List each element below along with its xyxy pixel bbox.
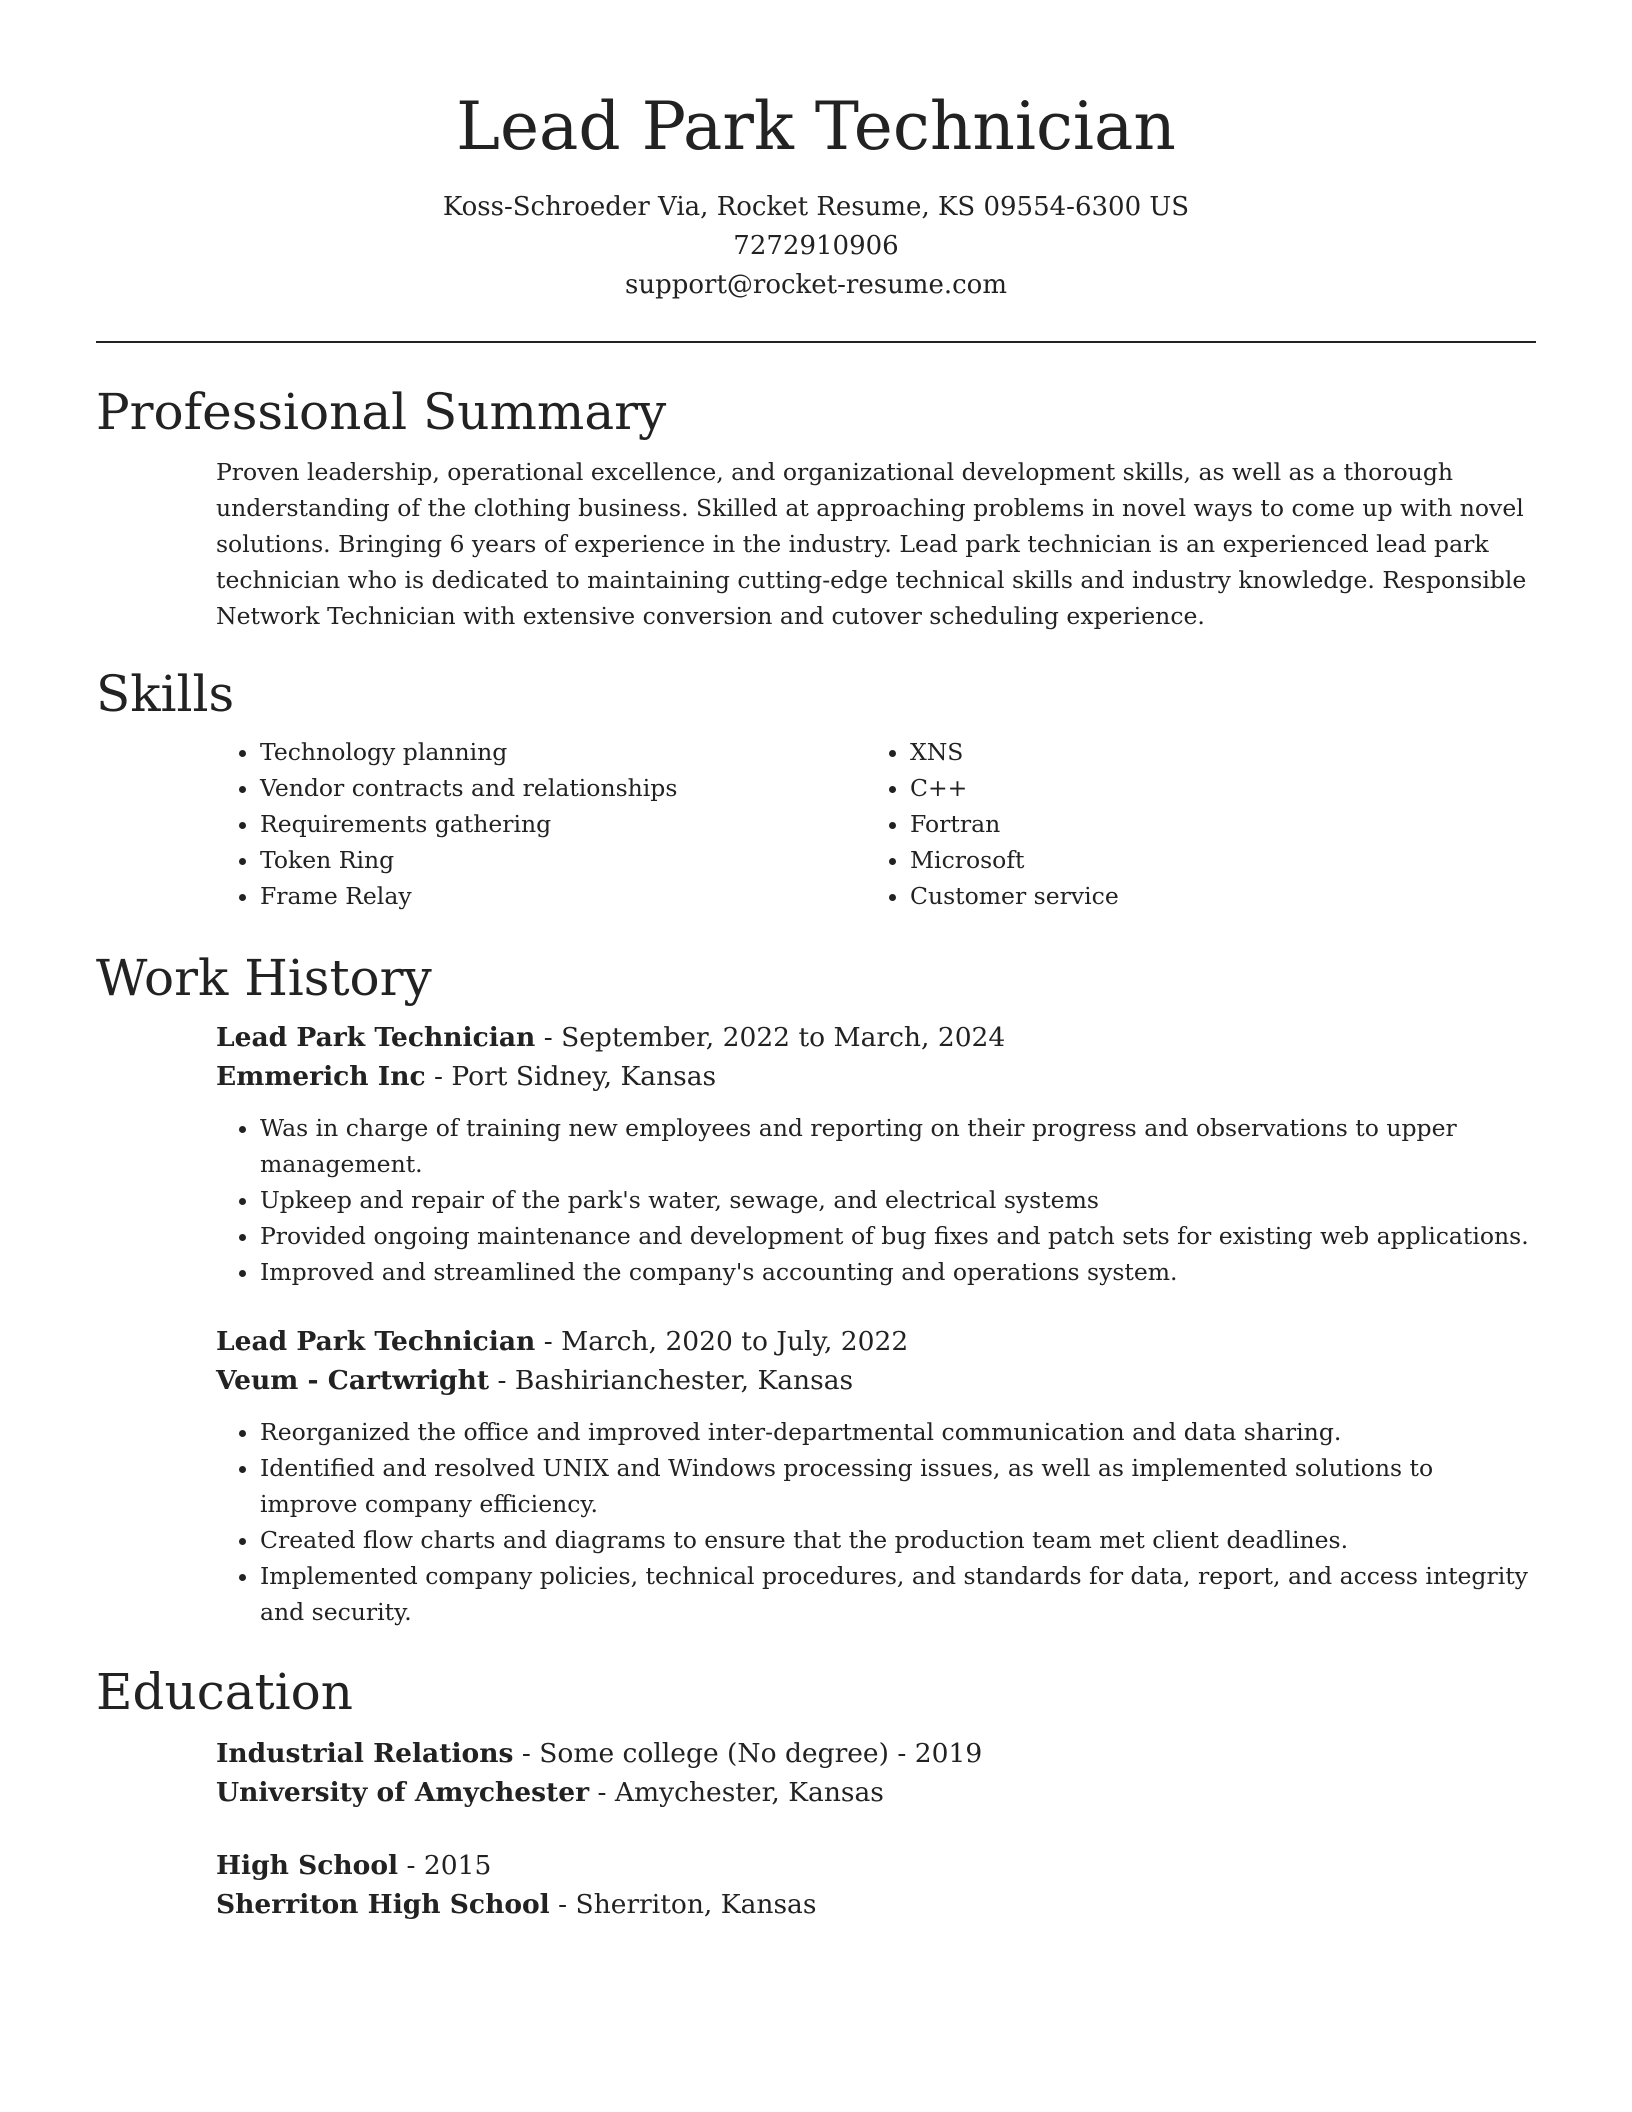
skill-item: • Frame Relay xyxy=(260,878,866,914)
job-bullet: • Identified and resolved UNIX and Windows processing issues, as well as implemented solutions to improve company efficiency. xyxy=(260,1450,1536,1522)
education-degree: High School xyxy=(216,1850,399,1881)
job-heading xyxy=(216,1322,1536,1361)
skills-grid xyxy=(216,734,1536,914)
skill-item: • Token Ring xyxy=(260,842,866,878)
job-bullet: • Provided ongoing maintenance and development of bug fixes and patch sets for existing web applications. xyxy=(260,1218,1536,1254)
job-employer xyxy=(216,1057,1536,1096)
job-dates: - September, 2022 to March, 2024 xyxy=(535,1022,1006,1053)
resume-header xyxy=(96,0,1536,343)
education-school-line xyxy=(216,1885,1536,1924)
job-location: - Port Sidney, Kansas xyxy=(425,1061,717,1092)
summary-title: Professional Summary xyxy=(96,383,667,441)
contact-address: Koss-Schroeder Via, Rocket Resume, KS 09554-6300 US xyxy=(442,192,1190,222)
job-entry xyxy=(216,1322,1536,1630)
education-school-line xyxy=(216,1773,1536,1812)
summary-section xyxy=(96,380,1536,634)
skills-section xyxy=(96,662,1536,914)
candidate-name: Lead Park Technician xyxy=(456,88,1176,165)
job-bullets xyxy=(216,1414,1536,1630)
header-divider xyxy=(96,341,1536,343)
education-location: - Amychester, Kansas xyxy=(589,1777,884,1808)
skill-item: • C++ xyxy=(910,770,1516,806)
job-bullet: • Created flow charts and diagrams to ensure that the production team met client deadlines. xyxy=(260,1522,1536,1558)
job-bullet: • Was in charge of training new employees and reporting on their progress and observations to upper management. xyxy=(260,1110,1536,1182)
summary-text: Proven leadership, operational excellence, and organizational development skills, as well as a thorough understanding of the clothing business. Skilled at approaching problems in novel ways to come up with novel solutions. Bringing 6 years of experience in the industry. Lead park technician is an experienced lead park technician who is dedicated to maintaining cutting-edge technical skills and industry knowledge. Responsible Network Technician with extensive conversion and cutover scheduling experience. xyxy=(216,458,1527,630)
education-location: - Sherriton, Kansas xyxy=(549,1889,817,1920)
education-detail: - 2015 xyxy=(398,1850,492,1881)
job-entry xyxy=(216,1018,1536,1290)
skill-item: • Requirements gathering xyxy=(260,806,866,842)
education-entry xyxy=(216,1846,1536,1924)
education-degree: Industrial Relations xyxy=(216,1738,514,1769)
skill-item: • Microsoft xyxy=(910,842,1516,878)
education-section xyxy=(96,1660,1536,1924)
skill-item: • Technology planning xyxy=(260,734,866,770)
education-school: Sherriton High School xyxy=(216,1889,550,1920)
job-heading xyxy=(216,1018,1536,1057)
contact-phone: 7272910906 xyxy=(733,231,899,261)
skill-item: • Customer service xyxy=(910,878,1516,914)
job-location: - Bashirianchester, Kansas xyxy=(489,1365,854,1396)
education-heading xyxy=(216,1734,1536,1773)
skill-item: • Vendor contracts and relationships xyxy=(260,770,866,806)
education-title: Education xyxy=(96,1663,353,1721)
job-position: Lead Park Technician xyxy=(216,1326,536,1357)
work-history-section xyxy=(96,946,1536,1630)
job-employer xyxy=(216,1361,1536,1400)
job-company: Veum - Cartwright xyxy=(216,1365,490,1396)
job-bullets xyxy=(216,1110,1536,1290)
skill-item: • XNS xyxy=(910,734,1516,770)
job-company: Emmerich Inc xyxy=(216,1061,426,1092)
job-bullet: • Reorganized the office and improved inter-departmental communication and data sharing. xyxy=(260,1414,1536,1450)
job-bullet: • Improved and streamlined the company's accounting and operations system. xyxy=(260,1254,1536,1290)
contact-email: support@rocket-resume.com xyxy=(624,270,1007,300)
job-bullet: • Implemented company policies, technical procedures, and standards for data, report, and access integrity and security. xyxy=(260,1558,1536,1630)
education-heading xyxy=(216,1846,1536,1885)
work-history-title: Work History xyxy=(96,949,432,1007)
job-position: Lead Park Technician xyxy=(216,1022,536,1053)
job-bullet: • Upkeep and repair of the park's water, sewage, and electrical systems xyxy=(260,1182,1536,1218)
skill-item: • Fortran xyxy=(910,806,1516,842)
resume-page xyxy=(96,0,1536,1920)
education-school: University of Amychester xyxy=(216,1777,590,1808)
contact-block xyxy=(96,188,1536,305)
skills-title: Skills xyxy=(96,665,235,723)
education-detail: - Some college (No degree) - 2019 xyxy=(513,1738,983,1769)
skills-column-left xyxy=(216,734,866,914)
education-entry xyxy=(216,1734,1536,1812)
skills-column-right xyxy=(866,734,1516,914)
job-dates: - March, 2020 to July, 2022 xyxy=(535,1326,909,1357)
